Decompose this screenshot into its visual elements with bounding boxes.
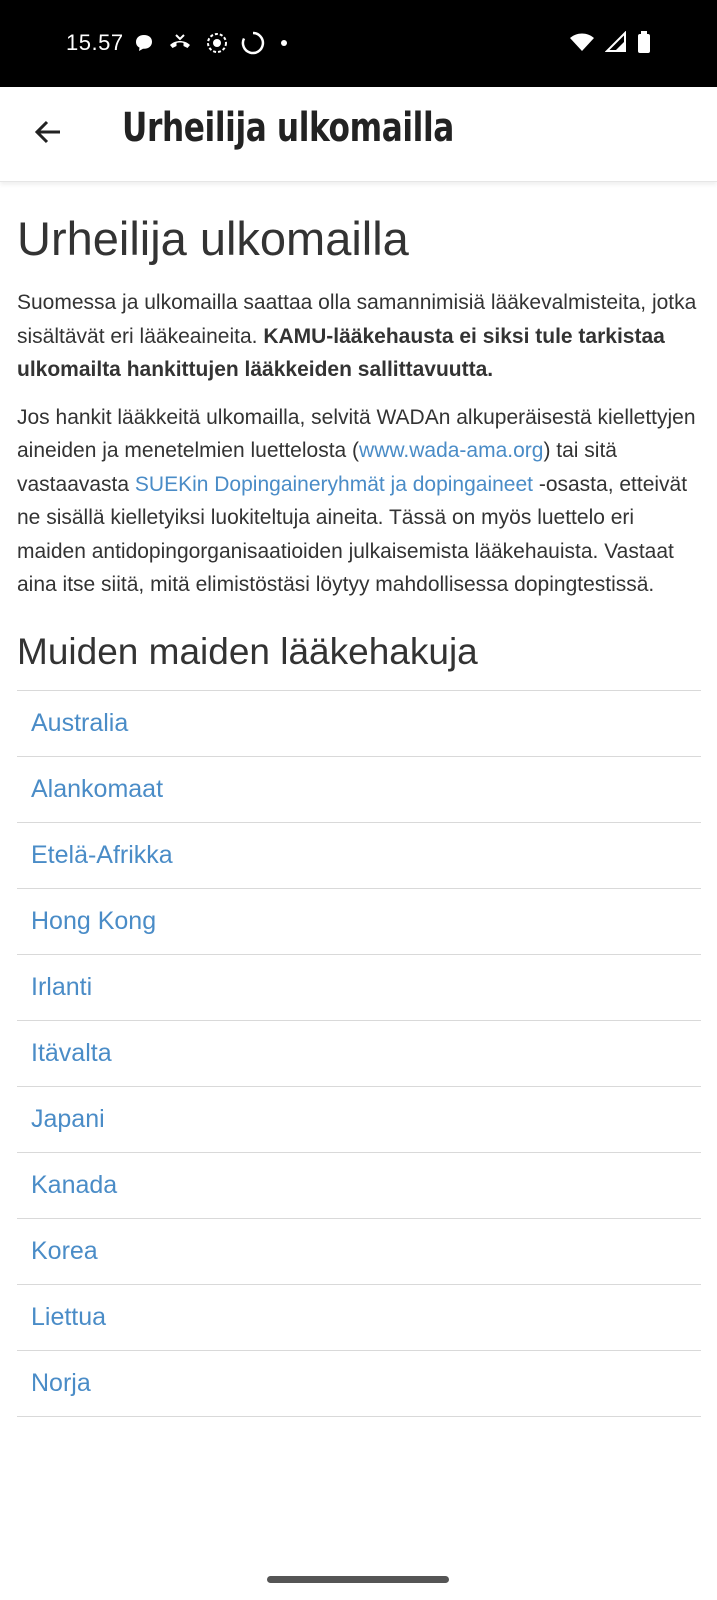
flower-icon [205, 31, 229, 60]
country-link-itavalta[interactable]: Itävalta [17, 1021, 701, 1087]
chat-bubble-icon [133, 32, 155, 59]
battery-icon [637, 31, 651, 58]
country-link-korea[interactable]: Korea [17, 1219, 701, 1285]
home-indicator[interactable] [267, 1576, 449, 1583]
country-link-liettua[interactable]: Liettua [17, 1285, 701, 1351]
info-text-2: ) tai sitä vastaavasta [17, 439, 617, 496]
country-link-australia[interactable]: Australia [17, 691, 701, 757]
country-list [17, 690, 701, 1417]
status-bar [0, 0, 717, 87]
info-text-3: -osasta, etteivät ne sisällä kielletyiksi luokiteltuja aineita. Tässä on myös luettelo eri maiden antidopingorganisaatioiden julkaisemista lääkehauista. Vastaat aina itse siitä, mitä elimistöstäsi löytyy mahdollisessa dopingtestissä. [17, 472, 688, 596]
info-paragraph [17, 401, 701, 602]
article-content [17, 190, 701, 1417]
system-icons [569, 31, 651, 58]
country-link-japani[interactable]: Japani [17, 1087, 701, 1153]
app-bar [0, 87, 717, 182]
section-title: Muiden maiden lääkehakuja [17, 630, 478, 672]
wada-link[interactable]: www.wada-ama.org [359, 439, 544, 462]
country-link-kanada[interactable]: Kanada [17, 1153, 701, 1219]
status-time: 15.57 [66, 30, 124, 55]
country-link-etela-afrikka[interactable]: Etelä-Afrikka [17, 823, 701, 889]
call-end-icon [167, 32, 193, 59]
loading-circle-icon [241, 31, 265, 60]
signal-icon [605, 31, 627, 58]
country-link-irlanti[interactable]: Irlanti [17, 955, 701, 1021]
suek-link[interactable]: SUEKin Dopingaineryhmät ja dopingaineet [134, 472, 533, 496]
info-text-1: Jos hankit lääkkeitä ulkomailla, selvitä WADAn alkuperäisestä kiellettyjen aineiden ja menetelmien luettelosta ( [17, 405, 696, 462]
wifi-icon [569, 31, 595, 58]
arrow-left-icon [33, 117, 63, 152]
page-title: Urheilija ulkomailla [17, 212, 409, 265]
app-bar-title: Urheilija ulkomailla [122, 105, 454, 151]
back-button[interactable] [26, 112, 70, 156]
country-link-alankomaat[interactable]: Alankomaat [17, 757, 701, 823]
country-link-hong-kong[interactable]: Hong Kong [17, 889, 701, 955]
intro-paragraph [17, 286, 701, 387]
notification-icons [133, 31, 291, 60]
intro-text: Suomessa ja ulkomailla saattaa olla samannimisiä lääkevalmisteita, jotka sisältävät eri lääkeaineita. [17, 291, 697, 348]
country-link-norja[interactable]: Norja [17, 1351, 701, 1417]
intro-bold-text: KAMU-lääkehausta ei siksi tule tarkistaa ulkomailta hankittujen lääkkeiden sallittavuutta. [17, 324, 665, 381]
dot-icon [277, 36, 291, 55]
